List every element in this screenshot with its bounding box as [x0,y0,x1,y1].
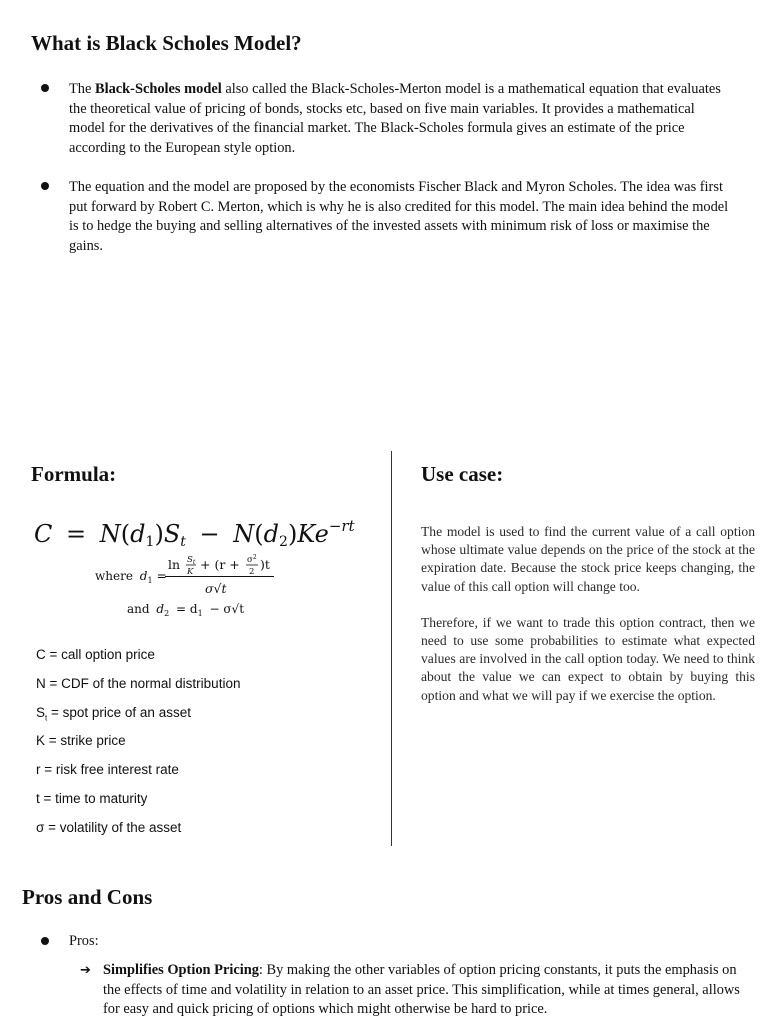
pros-item-title: Simplifies Option Pricing [103,962,259,978]
bullet-icon [41,937,49,945]
intro-text-prefix: The [69,81,95,97]
intro-bold-term: Black-Scholes model [94,81,222,97]
use-case-paragraph: Therefore, if we want to trade this option contract, then we need to use some probabilities to estimate what expected values are involved in the call option today. We need to think about the value we can expect to obtain by buying this option and what we will pay if we exercise the option. [421,614,755,703]
variable-item: K = strike price [36,733,126,749]
svg-text:σ2: $\sigma^2$ [247,554,257,565]
bullet-icon [41,182,49,190]
variable-definitions [36,645,376,847]
variable-item: σ = volatility of the asset [36,819,182,835]
use-case-paragraph: The model is used to find the current value of a call option whose ultimate value depends on the price of the stock at the expiration date. Because the stock price keeps changing, the value of this call option will change too. [421,524,755,594]
pros-item-description: : By making the other variables of option pricing constants, it puts the emphasis on the effects of time and volatility in relation to an asset price. This simplification, while at times general, allows for easy and quick pricing of options which might otherwise be hard to price. [103,962,740,1017]
svg-text:σ√t: σ√t [205,581,227,596]
use-case-body [421,523,755,723]
page-title: What is Black Scholes Model? [31,31,302,55]
bullet-icon [41,84,49,92]
variable-item: C = call option price [36,647,155,662]
intro-bullet-item [40,178,730,256]
pros-item-text [80,961,740,1020]
pros-label: Pros: [69,933,99,949]
svg-text:St: $S_t$ [187,555,196,566]
intro-bullet-list [40,80,730,276]
svg-text:where d1=: where $d_1$ = [95,569,167,585]
intro-text: The equation and the model are proposed by the economists Fischer Black and Myron Scholes. The idea was first put forward by Robert C. Merton, which is why he is also credited for this model. The main idea behind the model is to hedge the buying and selling alternatives of the invested assets with minimum risk of loss or maximise the gains. [69,179,729,254]
svg-text:+ (r +: + (r + [200,557,240,572]
svg-text:2: 2 [249,567,255,577]
svg-text:K: K [187,567,194,577]
variable-item: N = CDF of the normal distribution [36,675,241,691]
pros-cons-heading: Pros and Cons [22,885,153,909]
column-divider [391,451,392,846]
intro-bullet-item [40,80,730,158]
pros-bullet-item [40,932,99,951]
pros-list-item [80,961,740,1020]
arrow-right-icon: ➔ [80,963,91,978]
variable-item: r = risk free interest rate [36,762,179,778]
formula-heading: Formula: [31,462,117,486]
svg-text:and d2 = d1: and $d_2$ = $d_1$ − σ√t [127,602,245,618]
svg-text:C = N(d1)St: C = N(d1)St − $N(d2)Ke^{-rt}$ [34,517,355,550]
svg-text:ln: ln [168,557,181,572]
variable-item: $S_t$ = spot price of an asset [36,704,191,723]
black-scholes-formula [34,498,355,620]
intro-text: also called the Black-Scholes-Merton model is a mathematical equation that evaluates the theoretical value of pricing of bonds, stocks etc, based on five main variables. It provides a mathematical model for the derivatives of the financial market. The Black-Scholes formula gives an estimate of the price according to the European style option. [69,81,721,156]
svg-text:)t: )t [260,557,270,572]
use-case-heading: Use case: [421,462,504,486]
variable-item: t = time to maturity [36,790,148,806]
